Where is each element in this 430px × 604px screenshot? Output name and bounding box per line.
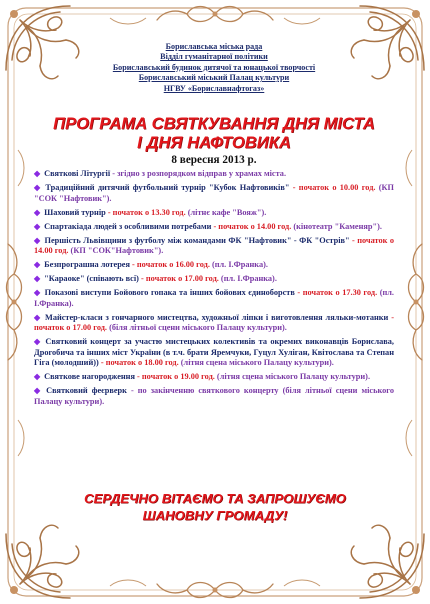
item-title: Спартакіада людей з особливими потребами [44,221,212,231]
item-title: Майстер-класи з гончарного мистецтва, художньої ліпки і виготовлення ляльки-мотанки [44,312,389,322]
diamond-bullet-icon: ◆ [34,372,41,382]
program-item [34,169,394,180]
item-place: (пл. І.Франка). [218,274,277,284]
program-item [34,236,394,257]
item-note: - згідно з розпорядком відправ у храмах міста. [110,169,287,179]
diamond-bullet-icon: ◆ [34,235,41,245]
item-title: Шаховий турнір [44,207,106,217]
diamond-bullet-icon: ◆ [34,337,42,347]
program-content [34,42,394,411]
diamond-bullet-icon: ◆ [34,169,41,179]
item-title: Святковий концерт за участю мистецьких колективів та окремих виконавців Борислава, Дрогобича та інших міст України (в т.ч. брати Яремчуки, Гуцул Хуліган, Квітослава та Степан Гіга (молодший)) [34,337,394,368]
item-title: Першість Львівщини з футболу між командами ФК "Нафтовик" - ФК "Острів" [44,235,350,245]
item-time: - початок о 19.00 год. [134,372,215,382]
program-item [34,208,394,219]
item-place: (літня сцена міського Палацу культури). [178,358,334,368]
organizer-line: Бориславський міський Палац культури [138,73,290,83]
item-place: (пл. І.Франка). [34,288,394,308]
greeting-line-1: СЕРДЕЧНО ВІТАЄМО ТА ЗАПРОШУЄМО [84,491,346,506]
item-time: - початок о 14.00 год. [211,221,292,231]
program-item [34,386,394,407]
diamond-bullet-icon: ◆ [34,207,41,217]
item-title: Безпрограшна лотерея [44,260,130,270]
item-title: Святкове нагородження [44,372,135,382]
program-item [34,183,394,204]
closing-greeting [20,490,410,525]
program-item [34,288,394,309]
item-title: "Караоке" (співають всі) [44,274,139,284]
program-item [34,222,394,233]
item-time: - початок о 14.00 год. [34,235,395,256]
program-item [34,260,394,271]
diamond-bullet-icon: ◆ [34,386,43,396]
diamond-bullet-icon: ◆ [34,312,41,322]
item-place: (літня сцена міського Палацу культури). [214,372,371,382]
item-note: - по закінченню святкового концерту (біля літньої сцени міського Палацу культури). [34,386,394,407]
item-place: (КП "СОК"Нафтовик"). [68,246,164,256]
program-item [34,274,394,285]
item-time: - початок о 10.00 год. [289,183,376,193]
item-place: (КП "СОК "Нафтовик"). [34,183,394,203]
program-title [34,114,394,152]
program-items [34,169,394,408]
item-time: - початок о 17.30 год. [294,288,378,298]
item-time: - початок о 18.00 год. [98,358,179,368]
diamond-bullet-icon: ◆ [34,183,42,193]
organizer-line: Бориславська міська рада [165,42,263,51]
item-place: (кінотеатр "Каменяр"). [291,221,382,231]
title-line-1: ПРОГРАМА СВЯТКУВАННЯ ДНЯ МІСТА [53,114,375,134]
item-title: Святкові Літургії [44,169,111,179]
item-time: - початок о 13.30 год. [105,207,186,217]
item-time: - початок о 17.00 год. [34,312,394,333]
item-title: Традиційний дитячий футбольний турнір "Кубок Нафтовиків" [45,183,290,193]
greeting-line-2: ШАНОВНУ ГРОМАДУ! [142,508,288,524]
organizer-line: НГВУ «Бориславнафтогаз» [163,83,265,93]
diamond-bullet-icon: ◆ [34,274,41,284]
program-item [34,313,394,334]
organizer-line: Відділ гуманітарної політики [160,52,268,62]
organizers-block [34,42,394,94]
program-item [34,337,394,369]
diamond-bullet-icon: ◆ [34,221,41,231]
program-item [34,372,394,383]
diamond-bullet-icon: ◆ [34,288,41,298]
item-time: - початок о 16.00 год. [129,260,210,270]
organizer-line: Бориславський будинок дитячої та юнацької творчості [112,62,316,72]
item-title: Святковий феєрверк [46,386,127,396]
title-line-2: І ДНЯ НАФТОВИКА [137,133,291,153]
item-place: (біля літньої сцени міського Палацу культури). [107,323,287,333]
item-place: (літнє кафе "Вояж"). [185,207,267,217]
item-time: - початок о 17.00 год. [138,274,219,284]
item-place: (пл. І.Франка). [209,260,268,270]
event-date: 8 вересня 2013 р. [171,154,257,167]
item-title: Показові виступи Бойового гопака та інших бойових єдиноборств [44,288,295,298]
diamond-bullet-icon: ◆ [34,260,41,270]
